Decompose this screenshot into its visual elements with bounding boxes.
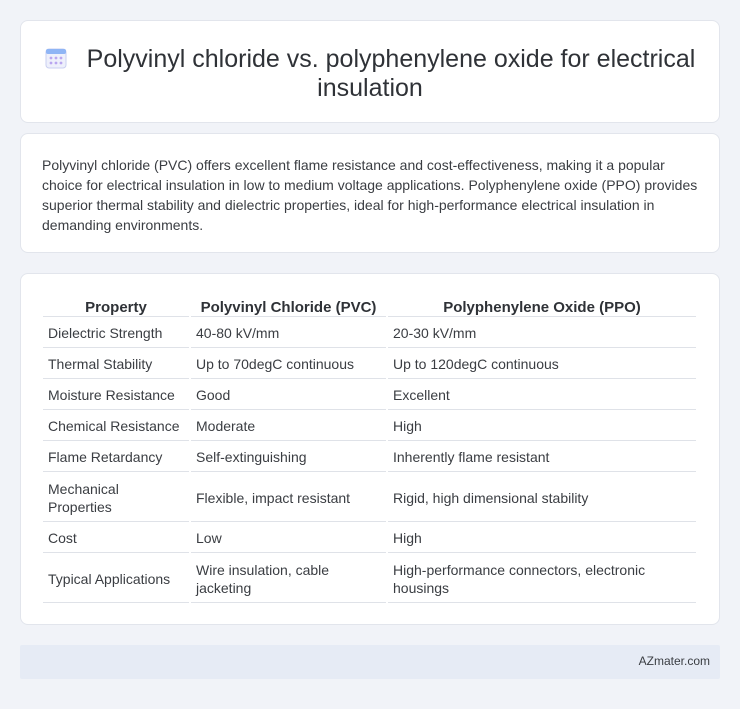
- ppo-cell: High-performance connectors, electronic housings: [388, 555, 696, 603]
- property-cell: Dielectric Strength: [43, 319, 189, 348]
- table-header-row: [43, 296, 696, 317]
- property-cell: Moisture Resistance: [43, 381, 189, 410]
- property-cell: Chemical Resistance: [43, 412, 189, 441]
- header-pvc: Polyvinyl Chloride (PVC): [191, 296, 386, 317]
- comparison-card: [20, 273, 720, 625]
- title-card: [20, 20, 720, 123]
- table-row: [43, 443, 696, 472]
- table-row: [43, 319, 696, 348]
- pvc-cell: 40-80 kV/mm: [191, 319, 386, 348]
- description-card: [20, 133, 720, 253]
- ppo-cell: Inherently flame resistant: [388, 443, 696, 472]
- footer-brand-link[interactable]: AZmater.com: [638, 654, 710, 668]
- footer: [20, 645, 720, 679]
- table-row: [43, 381, 696, 410]
- table-row: [43, 350, 696, 379]
- description-text: Polyvinyl chloride (PVC) offers excellent flame resistance and cost-effectiveness, making it a popular choice for electrical insulation in low to medium voltage applications. Polyphenylene oxide (PPO) provides superior thermal stability and dielectric properties, ideal for high-performance electrical insulation in demanding environments.: [42, 157, 698, 233]
- property-cell: Typical Applications: [43, 555, 189, 603]
- table-row: [43, 412, 696, 441]
- pvc-cell: Flexible, impact resistant: [191, 474, 386, 522]
- page-title-wrap: [21, 45, 719, 103]
- property-cell: Cost: [43, 524, 189, 553]
- ppo-cell: 20-30 kV/mm: [388, 319, 696, 348]
- property-cell: Mechanical Properties: [43, 474, 189, 522]
- page-title: Polyvinyl chloride vs. polyphenylene oxide for electrical insulation: [86, 45, 696, 102]
- pvc-cell: Good: [191, 381, 386, 410]
- ppo-cell: Excellent: [388, 381, 696, 410]
- header-property: Property: [43, 296, 189, 317]
- calendar-icon: [45, 47, 67, 69]
- header-ppo: Polyphenylene Oxide (PPO): [388, 296, 696, 317]
- table-row: [43, 555, 696, 603]
- ppo-cell: Up to 120degC continuous: [388, 350, 696, 379]
- pvc-cell: Wire insulation, cable jacketing: [191, 555, 386, 603]
- table-row: [43, 524, 696, 553]
- ppo-cell: Rigid, high dimensional stability: [388, 474, 696, 522]
- table-row: [43, 474, 696, 522]
- pvc-cell: Up to 70degC continuous: [191, 350, 386, 379]
- ppo-cell: High: [388, 524, 696, 553]
- property-cell: Flame Retardancy: [43, 443, 189, 472]
- pvc-cell: Moderate: [191, 412, 386, 441]
- pvc-cell: Self-extinguishing: [191, 443, 386, 472]
- property-cell: Thermal Stability: [43, 350, 189, 379]
- pvc-cell: Low: [191, 524, 386, 553]
- comparison-table: [41, 294, 698, 605]
- ppo-cell: High: [388, 412, 696, 441]
